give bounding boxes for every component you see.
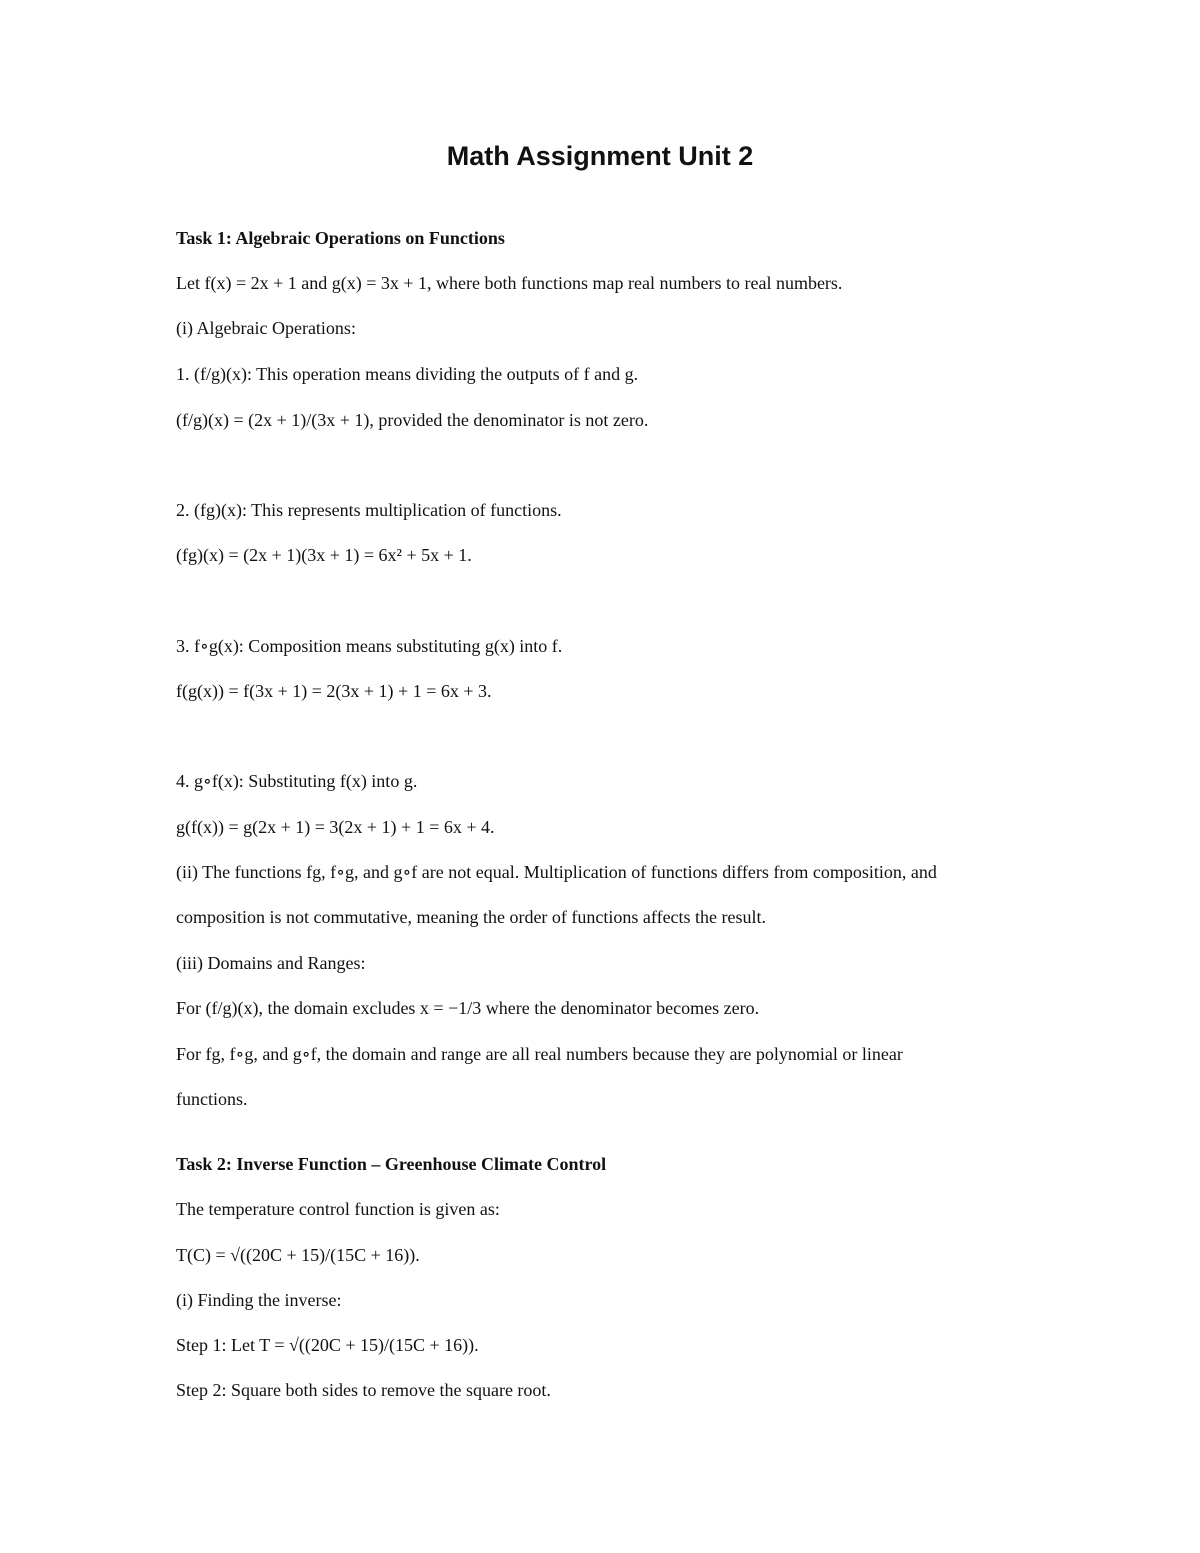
task2-step1: Step 1: Let T = √((20C + 15)/(15C + 16)). — [176, 1335, 479, 1355]
task1-op3-result: f(g(x)) = f(3x + 1) = 2(3x + 1) + 1 = 6x + 3. — [176, 681, 492, 701]
task1-domain-line2a: For fg, f∘g, and g∘f, the domain and range are all real numbers because they are polynomial or linear — [176, 1044, 903, 1064]
task1-part1-label: (i) Algebraic Operations: — [176, 318, 356, 338]
task1-op4-description: 4. g∘f(x): Substituting f(x) into g. — [176, 771, 418, 791]
task1-part3-label: (iii) Domains and Ranges: — [176, 953, 366, 973]
task1-domain-line2b: functions. — [176, 1089, 248, 1109]
page-title: Math Assignment Unit 2 — [446, 141, 754, 171]
task1-heading: Task 1: Algebraic Operations on Functions — [176, 228, 505, 248]
task2-function: T(C) = √((20C + 15)/(15C + 16)). — [176, 1245, 420, 1265]
task1-op4-result: g(f(x)) = g(2x + 1) = 3(2x + 1) + 1 = 6x + 4. — [176, 817, 495, 837]
task1-op2-result: (fg)(x) = (2x + 1)(3x + 1) = 6x² + 5x + 1. — [176, 545, 472, 565]
task1-part2-line1: (ii) The functions fg, f∘g, and g∘f are not equal. Multiplication of functions differs from composition, and — [176, 862, 937, 882]
task2-heading: Task 2: Inverse Function – Greenhouse Climate Control — [176, 1154, 607, 1174]
task1-domain-line1: For (f/g)(x), the domain excludes x = −1/3 where the denominator becomes zero. — [176, 998, 760, 1018]
task2-intro: The temperature control function is given as: — [176, 1199, 500, 1219]
task1-op2-description: 2. (fg)(x): This represents multiplication of functions. — [176, 500, 562, 520]
task1-part2-line2: composition is not commutative, meaning the order of functions affects the result. — [176, 907, 767, 927]
task1-op3-description: 3. f∘g(x): Composition means substituting g(x) into f. — [176, 636, 563, 656]
task1-intro: Let f(x) = 2x + 1 and g(x) = 3x + 1, where both functions map real numbers to real numbers. — [176, 273, 843, 293]
task2-part1-label: (i) Finding the inverse: — [176, 1290, 342, 1310]
task2-step2: Step 2: Square both sides to remove the square root. — [176, 1380, 551, 1400]
task1-op1-result: (f/g)(x) = (2x + 1)/(3x + 1), provided the denominator is not zero. — [176, 410, 649, 430]
task1-op1-description: 1. (f/g)(x): This operation means dividing the outputs of f and g. — [176, 364, 639, 384]
